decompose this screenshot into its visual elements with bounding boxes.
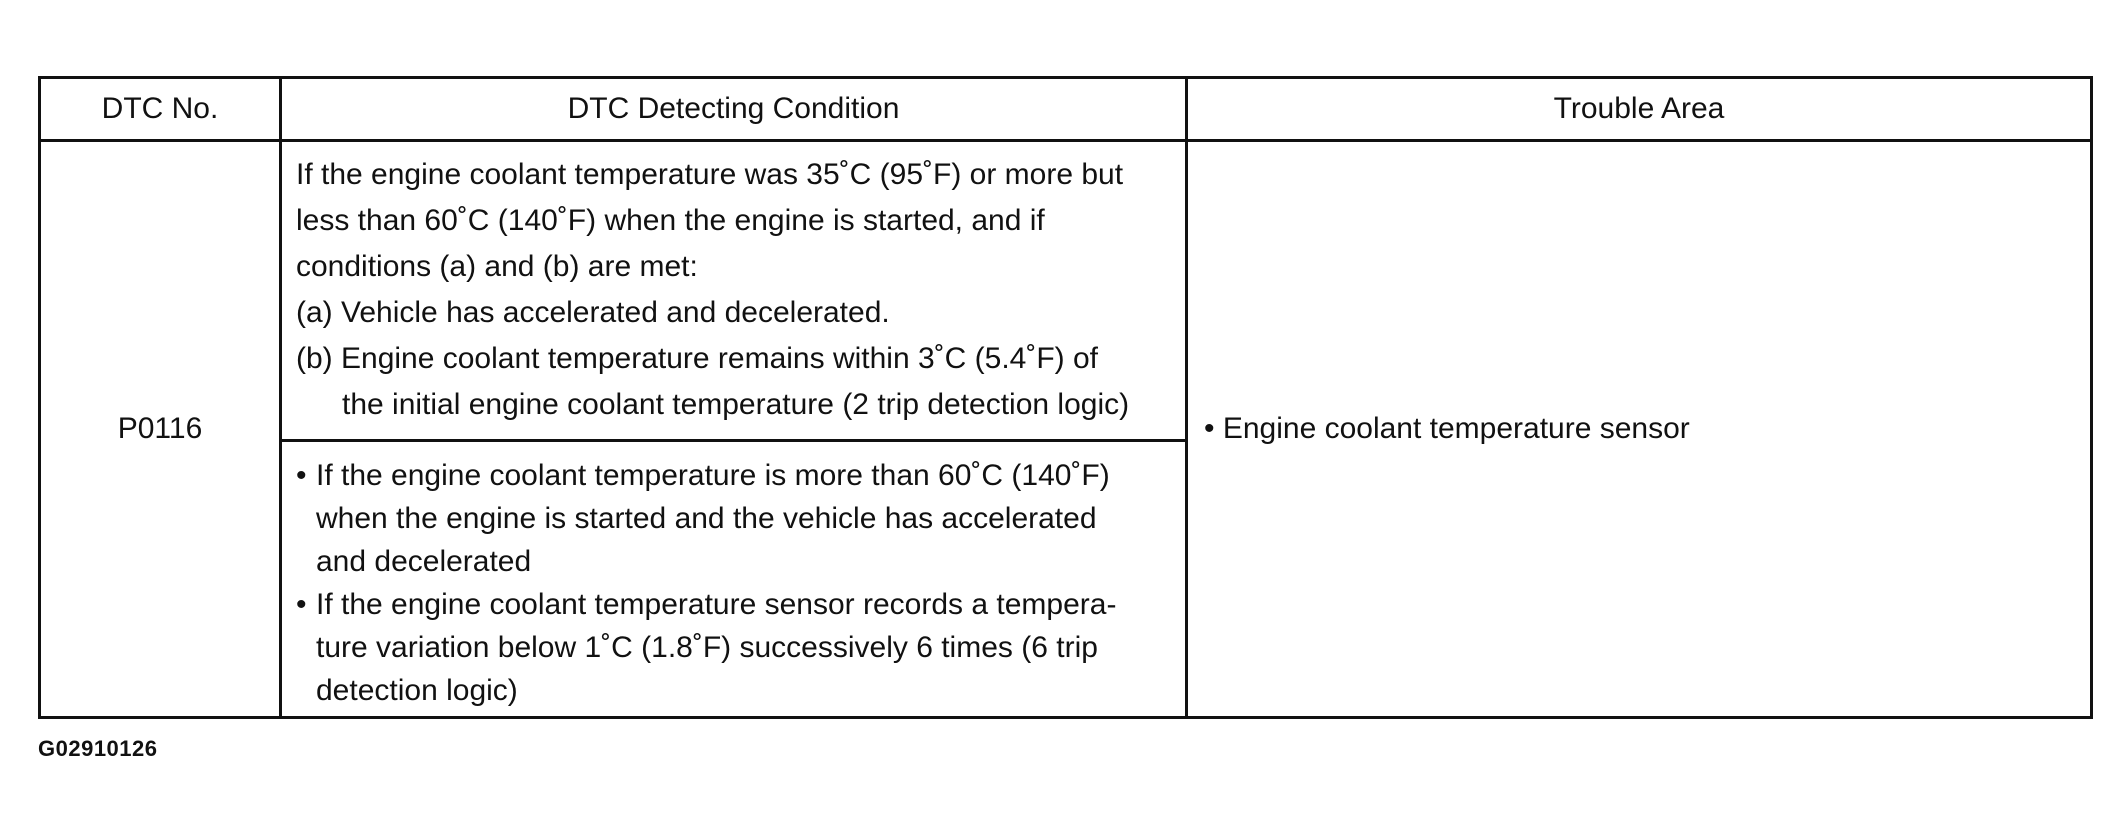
condition-1-item-a: (a) Vehicle has accelerated and decelerated. [296, 295, 890, 329]
bullet-marker: • [296, 459, 307, 492]
condition-2-bullet-1-line-3: and decelerated [316, 545, 532, 578]
condition-2-bullet-1-line-1: If the engine coolant temperature is more than 60˚C (140˚F) [316, 459, 1110, 492]
condition-2-bullet-2 [296, 583, 1169, 712]
condition-1-line-1: If the engine coolant temperature was 35˚C (95˚F) or more but [296, 157, 1124, 191]
condition-cell-1 [281, 141, 1187, 441]
condition-cell-2 [281, 441, 1187, 718]
trouble-area-cell: • Engine coolant temperature sensor [1187, 141, 2092, 718]
table-row [40, 141, 2092, 441]
header-trouble-area: Trouble Area [1187, 78, 2092, 141]
dtc-code-cell: P0116 [40, 141, 281, 718]
condition-1-line-2: less than 60˚C (140˚F) when the engine is started, and if [296, 203, 1045, 237]
dtc-table [38, 76, 2093, 719]
condition-2-bullet-1 [296, 454, 1169, 583]
condition-1-line-3: conditions (a) and (b) are met: [296, 249, 698, 283]
bullet-marker: • [296, 588, 307, 621]
figure-id: G02910126 [38, 736, 158, 761]
header-dtc-detecting-condition: DTC Detecting Condition [281, 78, 1187, 141]
header-dtc-no: DTC No. [40, 78, 281, 141]
condition-2-bullet-2-line-3: detection logic) [316, 674, 518, 707]
condition-2-bullet-2-line-1: If the engine coolant temperature sensor records a tempera- [316, 588, 1117, 621]
condition-1-item-b-line-1: (b) Engine coolant temperature remains within 3˚C (5.4˚F) of [296, 341, 1099, 375]
condition-1-item-b-line-2: the initial engine coolant temperature (2 trip detection logic) [342, 387, 1130, 421]
condition-2-bullet-1-line-2: when the engine is started and the vehicle has accelerated [316, 502, 1097, 535]
table-header-row [40, 78, 2092, 141]
condition-2-bullet-2-line-2: ture variation below 1˚C (1.8˚F) successively 6 times (6 trip [316, 631, 1098, 664]
